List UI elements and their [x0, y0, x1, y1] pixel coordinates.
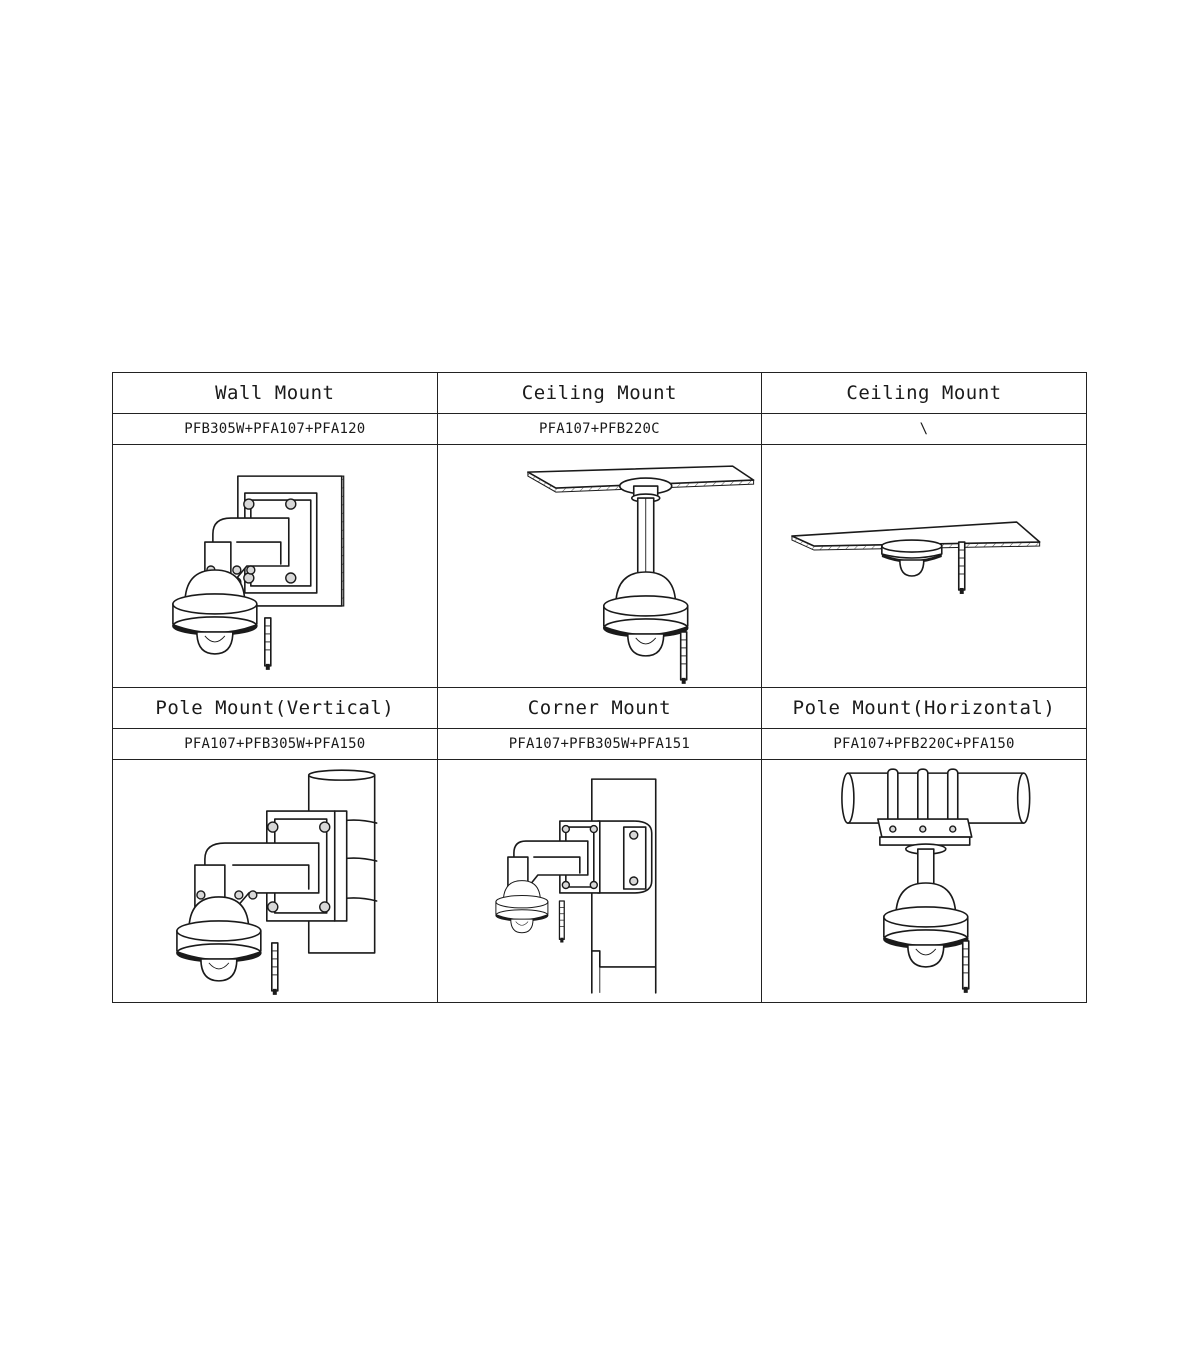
corner-mount-illustration-cell: [437, 760, 762, 1003]
wall-mount-illustration-cell: [113, 445, 438, 688]
wall-mount-illustration: [113, 446, 437, 686]
ceiling-pendant-mount-illustration: [438, 446, 762, 686]
ceiling-flush-mount-illustration: [762, 446, 1086, 686]
ceiling-pendant-mount-illustration-cell: [437, 445, 762, 688]
vertical-pole-mount-illustration-cell: [113, 760, 438, 1003]
ceiling-flush-mount-illustration-cell: [762, 445, 1087, 688]
mount-model-horizontal-pole: PFA107+PFB220C+PFA150: [762, 729, 1087, 760]
vertical-pole-mount-illustration: [113, 761, 437, 1001]
mount-title-ceiling-flush: Ceiling Mount: [762, 373, 1087, 414]
mount-model-wall: PFB305W+PFA107+PFA120: [113, 414, 438, 445]
mount-model-vertical-pole: PFA107+PFB305W+PFA150: [113, 729, 438, 760]
mount-title-ceiling-pendant: Ceiling Mount: [437, 373, 762, 414]
mount-model-ceiling-flush: \: [762, 414, 1087, 445]
mount-title-horizontal-pole: Pole Mount(Horizontal): [762, 688, 1087, 729]
mount-model-corner: PFA107+PFB305W+PFA151: [437, 729, 762, 760]
mount-options-table: [112, 372, 1087, 1003]
mount-model-ceiling-pendant: PFA107+PFB220C: [437, 414, 762, 445]
mount-title-corner: Corner Mount: [437, 688, 762, 729]
horizontal-pole-mount-illustration-cell: [762, 760, 1087, 1003]
corner-mount-illustration: [438, 761, 762, 1001]
mount-title-vertical-pole: Pole Mount(Vertical): [113, 688, 438, 729]
mount-title-wall: Wall Mount: [113, 373, 438, 414]
horizontal-pole-mount-illustration: [762, 761, 1086, 1001]
